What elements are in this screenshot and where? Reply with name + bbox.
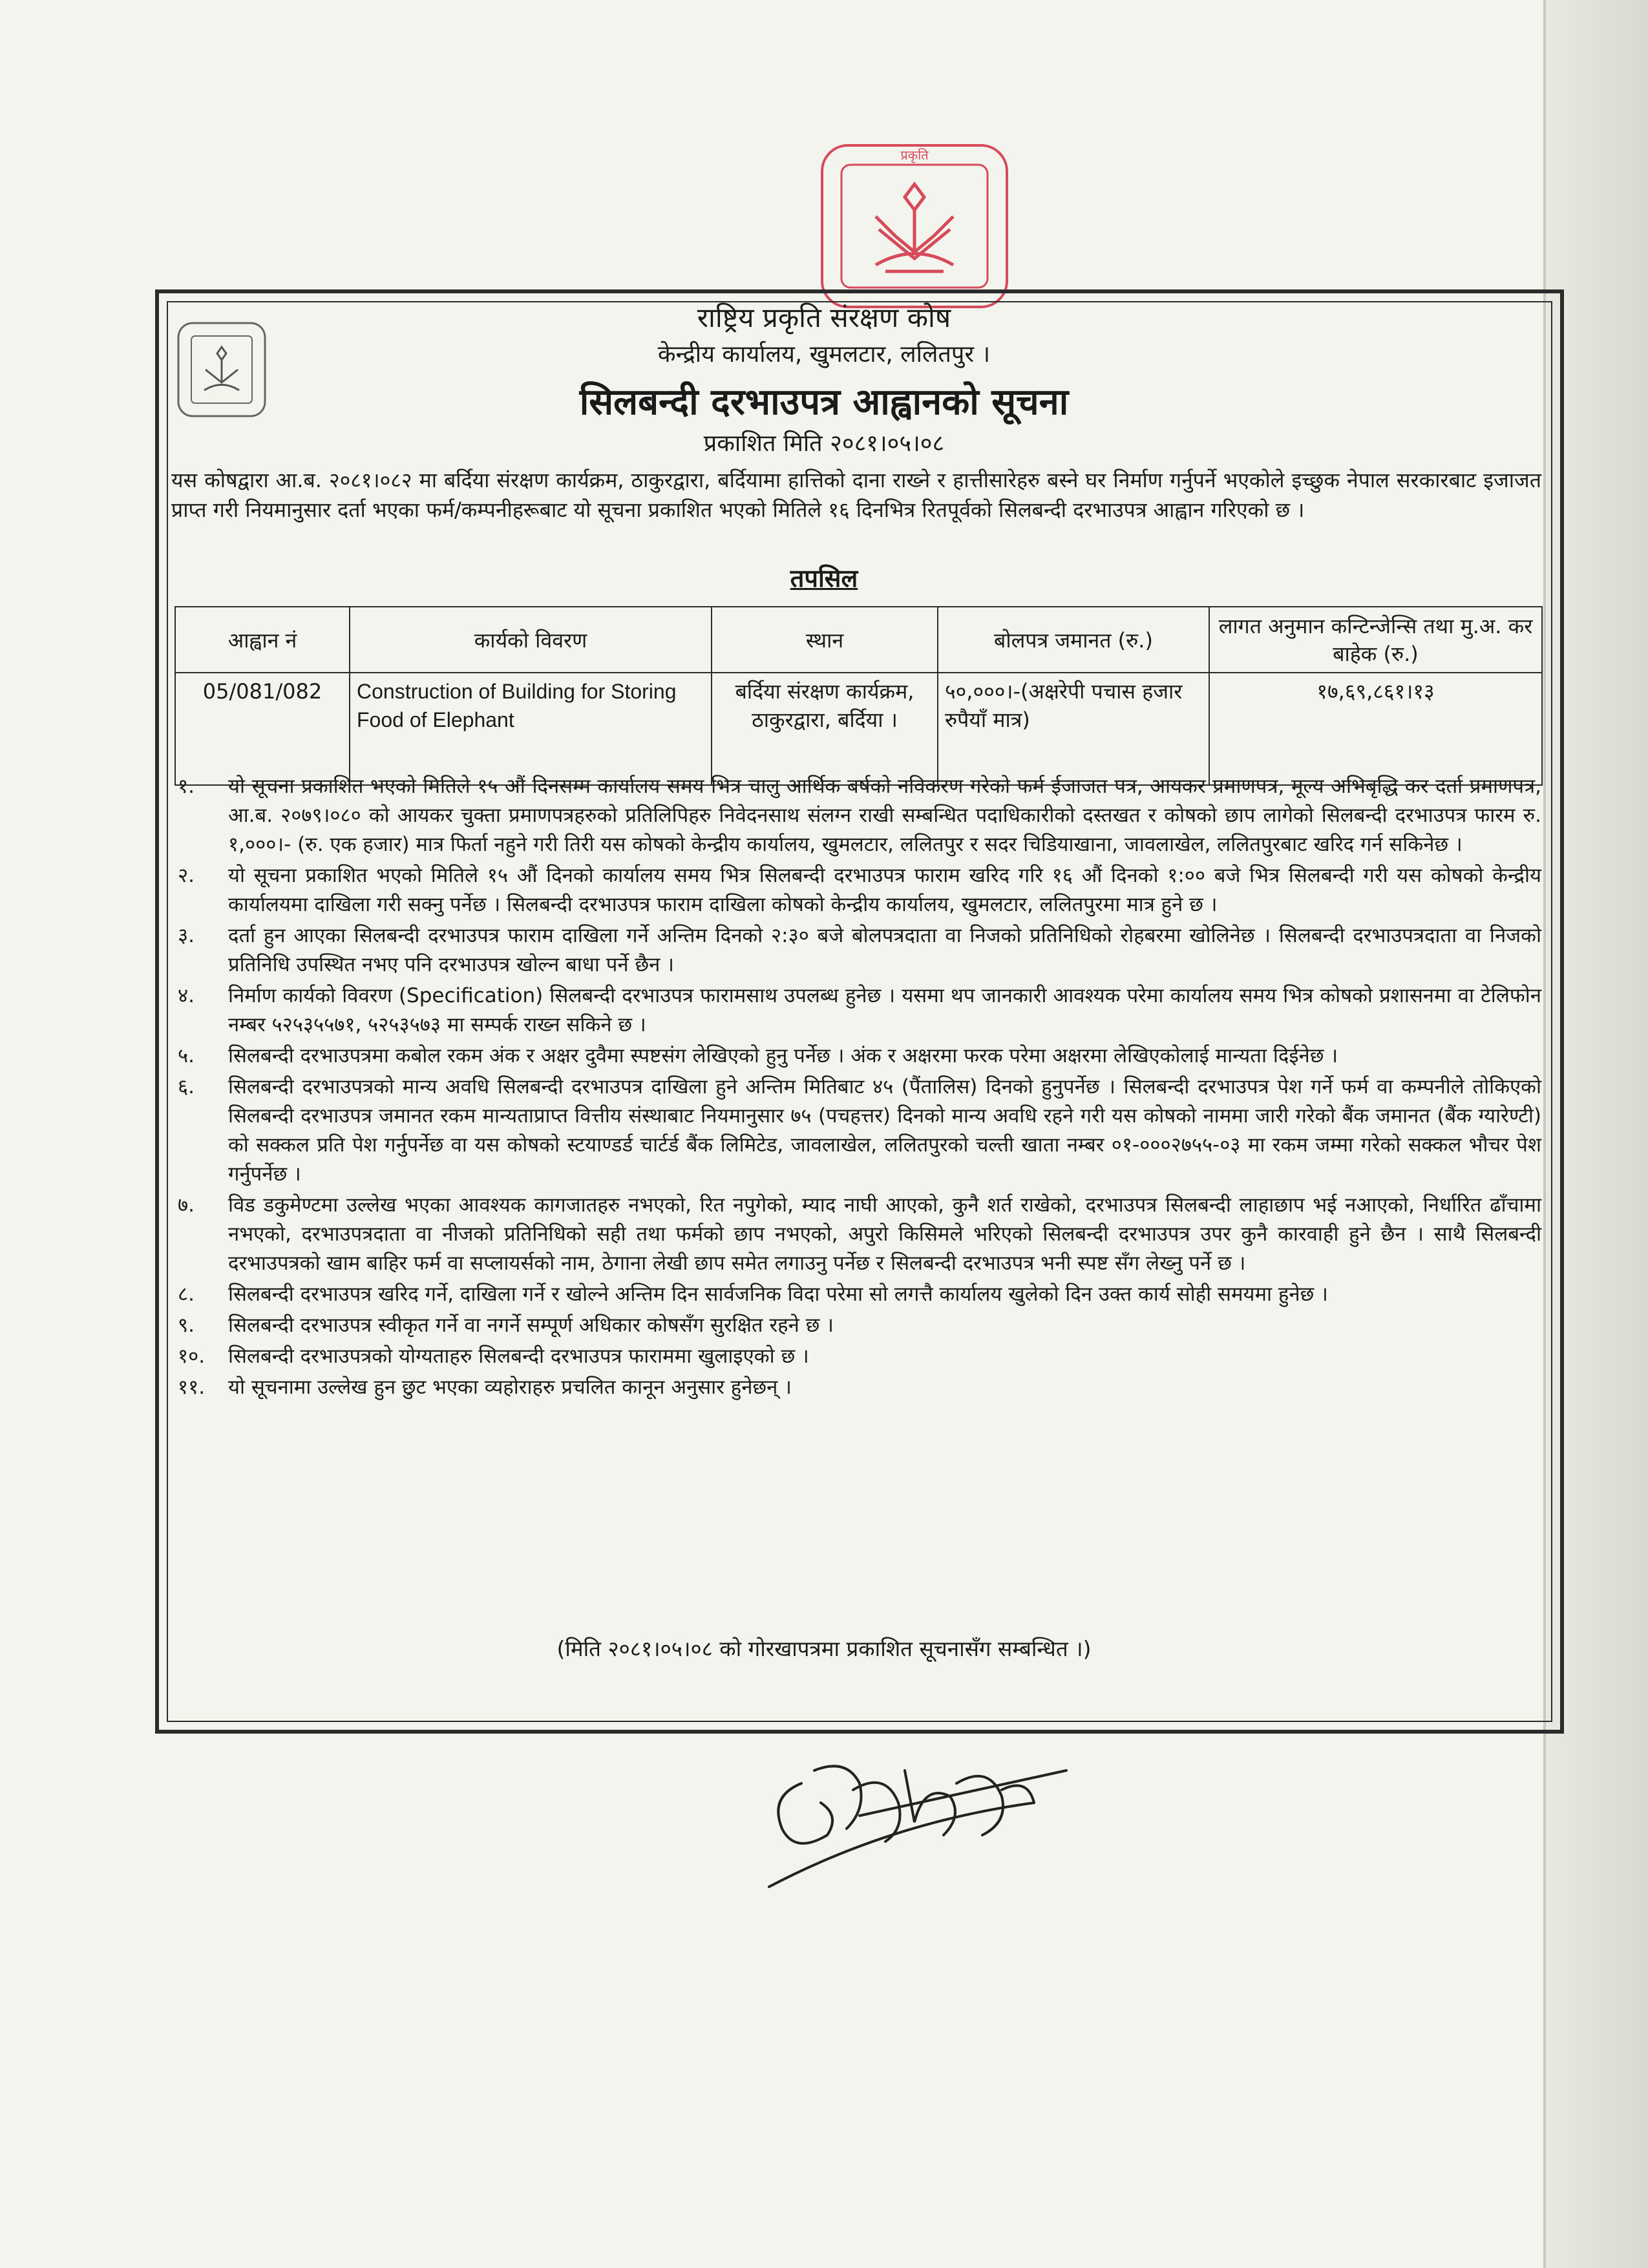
office-address: केन्द्रीय कार्यालय, खुमलटार, ललितपुर । xyxy=(657,341,991,368)
schedule-heading xyxy=(0,561,1648,594)
term-text: यो सूचना प्रकाशित भएको मितिले १५ औं दिनको कार्यालय समय भित्र सिलबन्दी दरभाउपत्र फाराम खरिद गरि १६ औं दिनको १:०० बजे भित्र सिलबन्दी गरी यस कोषको केन्द्रीय कार्यालयमा दाखिला गरी सक्नु पर्नेछ । सिलबन्दी दरभाउपत्र फाराम दाखिला कोषको केन्द्रीय कार्यालय, खुमलटार, ललितपुरमा मात्र हुने छ । xyxy=(228,864,1541,916)
term-number: १०. xyxy=(178,1345,206,1368)
tender-table xyxy=(174,606,1543,786)
list-item xyxy=(171,982,1541,1040)
list-item xyxy=(171,1342,1541,1371)
term-text: यो सूचना प्रकाशित भएको मितिले १५ औं दिनसम्म कार्यालय समय भित्र चालु आर्थिक बर्षको नविकरण गरेको फर्म ईजाजत पत्र, आयकर प्रमाणपत्र, मूल्य अभिबृद्धि कर दर्ता प्रमाणपत्र, आ.ब. २०७९।०८० को आयकर चुक्ता प्रमाणपत्रहरुको प्रतिलिपिहरु निवेदनसाथ संलग्न राखी सम्बन्धित पदाधिकारीको दस्तखत र कोषको छाप लागेको सिलबन्दी दरभाउपत्र फारम रु. १,०००।- (रु. एक हजार) मात्र फिर्ता नहुने गरी तिरी यस कोषको केन्द्रीय कार्यालय, खुमलटार, ललितपुर र सदर चिडियाखाना, जावलाखेल, ललितपुरबाट खरिद गर्न सकिनेछ । xyxy=(228,775,1541,856)
list-item xyxy=(171,1280,1541,1309)
term-number: ७. xyxy=(178,1193,195,1217)
header-cost-estimate: लागत अनुमान कन्टिन्जेन्सि तथा मु.अ. कर बाहेक (रु.) xyxy=(1209,607,1542,673)
header-call-number: आह्वान नं xyxy=(175,607,350,673)
term-text: सिलबन्दी दरभाउपत्रको योग्यताहरु सिलबन्दी दरभाउपत्र फाराममा खुलाइएको छ । xyxy=(228,1345,809,1368)
handwritten-signature-icon xyxy=(730,1745,1092,1900)
list-item xyxy=(171,1311,1541,1340)
term-number: ११. xyxy=(178,1376,206,1399)
cell-location: बर्दिया संरक्षण कार्यक्रम, ठाकुरद्वारा, बर्दिया । xyxy=(712,673,938,785)
cell-work-description: Construction of Building for Storing Food of Elephant xyxy=(350,673,712,785)
seal-text: प्रकृति xyxy=(900,147,929,163)
term-text: सिलबन्दी दरभाउपत्र स्वीकृत गर्ने वा नगर्ने सम्पूर्ण अधिकार कोषसँग सुरक्षित रहने छ । xyxy=(228,1314,834,1337)
term-text: सिलबन्दी दरभाउपत्र खरिद गर्ने, दाखिला गर्ने र खोल्ने अन्तिम दिन सार्वजनिक विदा परेमा सो लगत्तै कार्यालय खुलेको दिन उक्त कार्य सोही समयमा हुनेछ । xyxy=(228,1283,1328,1306)
cell-cost-estimate: १७,६९,८६१।१३ xyxy=(1209,673,1542,785)
published-date: प्रकाशित मिति २०८१।०५।०८ xyxy=(703,430,945,457)
term-number: ३. xyxy=(178,924,195,947)
list-item xyxy=(171,1042,1541,1071)
term-number: २. xyxy=(178,864,195,887)
term-text: सिलबन्दी दरभाउपत्रमा कबोल रकम अंक र अक्षर दुवैमा स्पष्टसंग लेखिएको हुनु पर्नेछ । अंक र अक्षरमा फरक परेमा अक्षरमा लेखिएकोलाई मान्यता दिईनेछ । xyxy=(228,1044,1338,1067)
list-item xyxy=(171,861,1541,919)
term-number: १. xyxy=(178,775,195,798)
list-item xyxy=(171,1073,1541,1189)
term-number: ८. xyxy=(178,1283,195,1306)
header-work-description: कार्यको विवरण xyxy=(350,607,712,673)
organization-name: राष्ट्रिय प्रकृति संरक्षण कोष xyxy=(697,302,951,333)
term-number: ९. xyxy=(178,1314,195,1337)
notice-title: सिलबन्दी दरभाउपत्र आह्वानको सूचना xyxy=(579,381,1069,423)
term-text: दर्ता हुन आएका सिलबन्दी दरभाउपत्र फाराम दाखिला गर्ने अन्तिम दिनको २:३० बजे बोलपत्रदाता वा निजको प्रतिनिधिको रोहबरमा खोलिनेछ । सिलबन्दी दरभाउपत्रदाता वा निजको प्रतिनिधि उपस्थित नभए पनि दरभाउपत्र खोल्न बाधा पर्ने छैन । xyxy=(228,924,1541,976)
term-number: ५. xyxy=(178,1044,195,1067)
header-bid-security: बोलपत्र जमानत (रु.) xyxy=(938,607,1209,673)
publication-reference: (मिति २०८१।०५।०८ को गोरखापत्रमा प्रकाशित सूचनासँग सम्बन्धित ।) xyxy=(556,1636,1092,1661)
organization-seal-icon xyxy=(814,139,1015,313)
list-item xyxy=(171,921,1541,980)
term-text: सिलबन्दी दरभाउपत्रको मान्य अवधि सिलबन्दी दरभाउपत्र दाखिला हुने अन्तिम मितिबाट ४५ (पैंतालिस) दिनको हुनुपर्नेछ । सिलबन्दी दरभाउपत्र पेश गर्ने फर्म वा कम्पनीले तोकिएको सिलबन्दी दरभाउपत्र जमानत रकम मान्यताप्राप्त वित्तीय संस्थाबाट नियमानुसार ७५ (पचहत्तर) दिनको मान्य अवधि रहने गरी यस कोषको नाममा जारी गरेको बैंक जमानत (बैंक ग्यारेण्टी) को सक्कल प्रति पेश गर्नुपर्नेछ वा यस कोषको स्टयाण्डर्ड चार्टर्ड बैंक लिमिटेड, जावलाखेल, ललितपुरको चल्ती खाता नम्बर ०१-०००२७५५-०३ मा रकम जम्मा गरेको सक्कल भौचर पेश गर्नुपर्नेछ । xyxy=(228,1075,1541,1186)
terms-list xyxy=(171,772,1541,1404)
intro-paragraph: यस कोषद्वारा आ.ब. २०८१।०८२ मा बर्दिया संरक्षण कार्यक्रम, ठाकुरद्वारा, बर्दियामा हात्तिको दाना राख्ने र हात्तीसारेहरु बस्ने घर निर्माण गर्नुपर्ने भएकोले इच्छुक नेपाल सरकारबाट इजाजत प्राप्त गरी नियमानुसार दर्ता भएका फर्म/कम्पनीहरूबाट यो सूचना प्रकाशित भएको मितिले १६ दिनभित्र रितपूर्वको सिलबन्दी दरभाउपत्र आह्वान गरिएको छ । xyxy=(171,468,1541,522)
term-number: ६. xyxy=(178,1075,195,1098)
term-number: ४. xyxy=(178,984,195,1007)
list-item xyxy=(171,1373,1541,1402)
schedule-heading-text: तपसिल xyxy=(790,564,858,593)
header-location: स्थान xyxy=(712,607,938,673)
term-text: निर्माण कार्यको विवरण (Specification) सिलबन्दी दरभाउपत्र फारामसाथ उपलब्ध हुनेछ । यसमा थप जानकारी आवश्यक परेमा कार्यालय समय भित्र कोषको प्रशासनमा वा टेलिफोन नम्बर ५२५३५५७१, ५२५३५७३ मा सम्पर्क राख्न सकिने छ । xyxy=(228,984,1541,1036)
term-text: विड डकुमेण्टमा उल्लेख भएका आवश्यक कागजातहरु नभएको, रित नपुगेको, म्याद नाघी आएको, कुनै शर्त राखेको, दरभाउपत्र सिलबन्दी लाहाछाप भई नआएको, निर्धारित ढाँचामा नभएको, दरभाउपत्रदाता वा नीजको प्रतिनिधिको सही तथा फर्मको छाप नभएको, अपुरो किसिमले भरिएको सिलबन्दी दरभाउपत्र उपर कुनै कारवाही हुने छैन । साथै सिलबन्दी दरभाउपत्रको खाम बाहिर फर्म वा सप्लायर्सको नाम, ठेगाना लेखी छाप समेत लगाउनु पर्नेछ र सिलबन्दी दरभाउपत्र भनी स्पष्ट सँग लेख्नु पर्ने छ । xyxy=(228,1193,1541,1275)
cell-bid-security: ५०,०००।-(अक्षरेपी पचास हजार रुपैयाँ मात्र) xyxy=(938,673,1209,785)
list-item xyxy=(171,772,1541,859)
cell-call-number: 05/081/082 xyxy=(175,673,350,785)
table-row xyxy=(175,673,1542,785)
term-text: यो सूचनामा उल्लेख हुन छुट भएका व्यहोराहरु प्रचलित कानून अनुसार हुनेछन् । xyxy=(228,1376,792,1399)
list-item xyxy=(171,1191,1541,1278)
table-header-row xyxy=(175,607,1542,673)
